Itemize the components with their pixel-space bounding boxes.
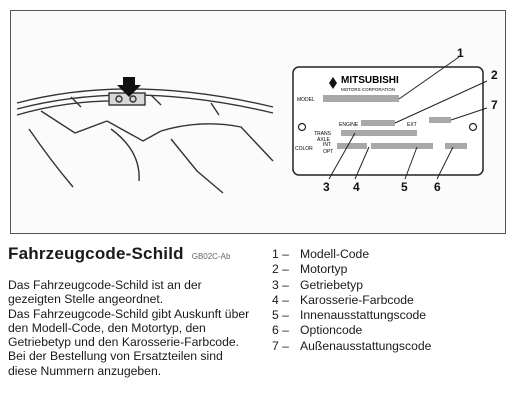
legend-number: 4 –: [272, 292, 289, 307]
plate-brand: MITSUBISHI: [341, 75, 399, 86]
code-plate: [293, 67, 483, 175]
legend-label: Modell-Code: [300, 247, 370, 261]
callout-1: 1: [457, 46, 464, 60]
opt-code-field: [415, 143, 433, 149]
legend-label: Karosserie-Farbcode: [300, 292, 414, 307]
plate-field-model: MODEL: [297, 97, 315, 103]
paragraph: Das Fahrzeugcode-Schild ist an der gezeigten Stelle angeordnet.: [8, 278, 202, 307]
legend-label: Außenausstattungscode: [300, 338, 432, 353]
legend-item: [272, 262, 508, 277]
plate-field-opt: OPT: [323, 149, 334, 155]
paragraph: Bei der Bestellung von Ersatzteilen sind diese Nummern anzugeben.: [8, 349, 223, 378]
plate-field-color: COLOR: [295, 146, 313, 152]
page-title: Fahrzeugcode-Schild: [8, 244, 184, 263]
engine-bay-drawing: [17, 89, 273, 193]
legend-label: Optioncode: [300, 323, 363, 338]
legend-item: [272, 308, 508, 323]
legend-label: Getriebetyp: [300, 277, 364, 292]
callout-3: 3: [323, 180, 330, 194]
int-code-field: [371, 143, 417, 149]
engine-code-field: [361, 120, 395, 126]
callout-5: 5: [401, 180, 408, 194]
legend-item: [272, 247, 508, 262]
plate-field-ext: EXT: [407, 122, 417, 128]
plate-field-axle: AXLE: [317, 137, 330, 143]
legend-number: 2 –: [272, 262, 289, 277]
trans-code-field: [341, 130, 417, 136]
plate-brand-sub: MOTORS CORPORATION: [341, 87, 396, 92]
callout-2: 2: [491, 68, 498, 82]
section-heading: [8, 244, 230, 264]
vehicle-code-plate-illustration: [11, 11, 505, 233]
color-code-field: [337, 143, 367, 149]
legend-number: 7 –: [272, 338, 289, 353]
legend-label: Motortyp: [300, 262, 348, 277]
legend-item: [272, 278, 508, 293]
callout-4: 4: [353, 180, 360, 194]
legend-number: 3 –: [272, 277, 289, 292]
legend-label: Innenausstattungscode: [300, 308, 427, 323]
plate-field-int: INT: [323, 142, 332, 148]
legend-item: [272, 323, 508, 338]
paragraph: Das Fahrzeugcode-Schild gibt Auskunft über den Modell-Code, den Motortyp, den Getriebetyp und den Karosserie-Farbcode.: [8, 306, 250, 350]
legend-item: [272, 293, 508, 308]
reference-code: GB02C-Ab: [191, 252, 231, 261]
callout-6: 6: [434, 180, 441, 194]
illustration-frame: [10, 10, 506, 234]
legend-item: [272, 339, 508, 354]
model-code-field: [323, 95, 399, 102]
legend-number: 1 –: [272, 247, 289, 261]
legend-number: 5 –: [272, 308, 289, 323]
plate-field-trans: TRANS: [314, 131, 331, 137]
callout-legend: [272, 247, 508, 354]
callout-7: 7: [491, 98, 498, 112]
body-text: [8, 278, 252, 378]
opt2-code-field: [445, 143, 467, 149]
plate-field-engine: ENGINE: [339, 122, 359, 128]
legend-number: 6 –: [272, 323, 289, 338]
ext-code-field: [429, 117, 451, 123]
